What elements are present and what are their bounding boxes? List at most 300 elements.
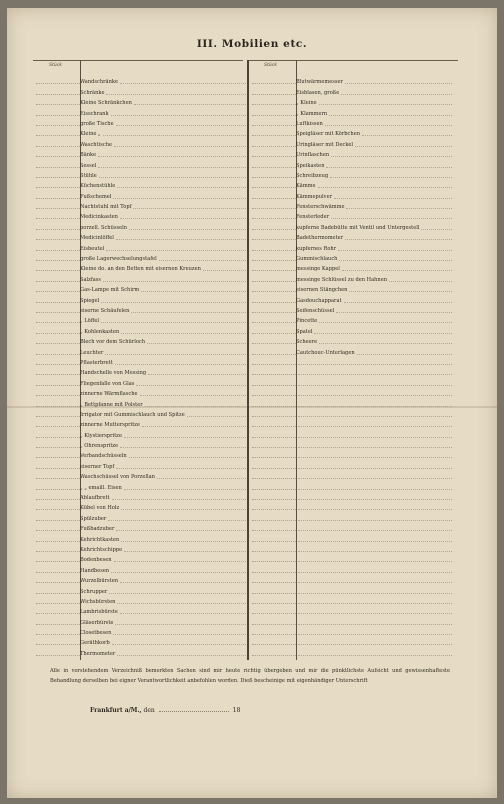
item-label: Eisbeutel [80,245,105,252]
count-field[interactable] [252,477,296,479]
dotted-line [115,364,246,365]
list-item [36,471,246,481]
item-label: Cautchouc-Unterlagen [296,349,355,356]
count-field[interactable] [252,280,296,282]
count-field[interactable] [252,114,296,116]
item-label: Gasdouchapparat [296,297,342,304]
count-field[interactable] [252,290,296,292]
count-field[interactable] [252,82,296,84]
dotted-line [99,177,246,178]
list-item [36,180,246,190]
dotted-line [319,104,452,105]
dotted-line [203,270,246,271]
list-item [36,450,246,460]
list-item [36,232,246,242]
count-field[interactable] [252,353,296,355]
count-field[interactable] [36,238,80,240]
count-field[interactable] [252,134,296,136]
dotted-line [298,541,452,542]
count-field[interactable] [252,540,296,542]
dotted-line [116,468,246,469]
list-item [36,367,246,377]
dotted-line [136,385,246,386]
count-field[interactable] [252,623,296,625]
list-item [252,596,452,606]
dotted-line [112,644,246,645]
dotted-line [330,177,452,178]
list-item [36,294,246,304]
count-field[interactable] [36,456,80,458]
count-field[interactable] [36,550,80,552]
dotted-line [319,343,452,344]
list-item [36,377,246,387]
dotted-line [124,437,246,438]
list-item [252,502,452,512]
count-field[interactable] [36,540,80,542]
item-label: Closetbesen [80,630,112,637]
dotted-line [342,270,452,271]
item-label: Spatel [296,328,313,335]
count-field[interactable] [36,415,80,417]
item-label: Gummischlauch [296,256,338,263]
count-field[interactable] [36,103,80,105]
dotted-line [116,239,246,240]
item-label: Kehrichtkasten [80,536,120,543]
dotted-line [120,83,246,84]
list-item [36,336,246,346]
count-field[interactable] [36,124,80,126]
item-label: Urinflaschen [296,152,330,159]
count-field[interactable] [36,353,80,355]
count-field[interactable] [36,488,80,490]
item-label: Lambrisbürste [80,609,118,616]
count-field[interactable] [252,456,296,458]
count-field[interactable] [252,145,296,147]
count-field[interactable] [36,259,80,261]
dotted-line [298,520,452,521]
dotted-line [105,354,246,355]
count-field[interactable] [36,197,80,199]
dotted-line [124,489,246,490]
item-label: zinnerne Mutterspritze [80,422,140,429]
count-field[interactable] [252,238,296,240]
dotted-line [106,94,246,95]
count-field[interactable] [36,519,80,521]
count-field[interactable] [36,394,80,396]
count-field[interactable] [36,249,80,251]
count-field[interactable] [36,269,80,271]
count-field[interactable] [36,155,80,157]
list-item [252,325,452,335]
dotted-line [116,530,246,531]
dotted-line [142,426,246,427]
list-item [36,357,246,367]
count-field[interactable] [252,228,296,230]
count-field[interactable] [36,633,80,635]
item-label: Eisschrank [80,110,109,117]
dotted-line [318,187,452,188]
item-label: Fußbadzuber [80,526,115,533]
count-field[interactable] [252,436,296,438]
item-label: Spiegel [80,297,100,304]
count-field[interactable] [36,342,80,344]
list-item [252,170,452,180]
count-field[interactable] [252,176,296,178]
right-item-list [252,76,452,658]
count-field[interactable] [252,571,296,573]
count-field[interactable] [36,82,80,84]
count-field[interactable] [36,332,80,334]
count-field[interactable] [252,394,296,396]
count-field[interactable] [36,446,80,448]
list-item [36,263,246,273]
dotted-line [134,104,246,105]
list-item [36,523,246,533]
count-field[interactable] [252,301,296,303]
list-item [36,554,246,564]
dotted-line [341,94,452,95]
item-label: Leuchter [80,349,104,356]
count-field[interactable] [36,207,80,209]
item-label: Fensterleder [296,214,330,221]
list-item [36,544,246,554]
item-label: „ Kohlenkasten [80,328,120,335]
count-field[interactable] [36,166,80,168]
item-label: Küchenstühle [80,183,116,190]
item-label: „ Löffel [80,318,99,325]
list-item [36,118,246,128]
list-item [252,512,452,522]
dotted-line [298,603,452,604]
list-item [252,138,452,148]
count-field[interactable] [36,425,80,427]
list-item [252,221,452,231]
count-field[interactable] [252,363,296,365]
list-item [252,637,452,647]
count-field[interactable] [252,550,296,552]
count-field[interactable] [252,155,296,157]
count-field[interactable] [36,363,80,365]
list-item [252,544,452,554]
count-field[interactable] [36,612,80,614]
list-item [36,128,246,138]
dotted-line [114,561,246,562]
item-label: große Lagerwechselungstafel [80,256,157,263]
list-item [36,606,246,616]
item-label: „ Klystierspritze [80,432,122,439]
count-field[interactable] [252,581,296,583]
item-label: Fensterschwämme [296,204,345,211]
left-item-list [36,76,246,658]
dotted-line [117,655,246,656]
count-field[interactable] [36,436,80,438]
item-label: Schrupper [80,588,108,595]
count-field[interactable] [36,217,80,219]
count-field[interactable] [252,207,296,209]
list-item [252,201,452,211]
dotted-line [111,115,246,116]
count-field[interactable] [252,384,296,386]
count-field[interactable] [36,290,80,292]
count-field[interactable] [252,166,296,168]
item-label: kupferne Badebütte mit Ventil und Untergestell [296,224,420,231]
item-label: „ Ohrenspritze [80,443,119,450]
list-item [252,97,452,107]
list-item [252,190,452,200]
list-item [252,86,452,96]
dotted-line [298,551,452,552]
list-item [252,606,452,616]
list-item [252,460,452,470]
count-field[interactable] [36,176,80,178]
dotted-line [357,354,452,355]
list-item [36,585,246,595]
date-blank[interactable] [159,711,229,712]
list-item [252,481,452,491]
dotted-line [157,478,246,479]
list-item [36,637,246,647]
count-field[interactable] [36,134,80,136]
list-item [252,253,452,263]
count-field[interactable] [252,633,296,635]
dotted-line [345,239,452,240]
count-field[interactable] [252,643,296,645]
dotted-line [109,593,246,594]
item-label: Spülzuber [80,515,107,522]
list-item [252,419,452,429]
item-label: Verbandschüsseln [80,453,127,460]
count-field[interactable] [252,508,296,510]
dotted-line [129,229,246,230]
dotted-line [140,395,246,396]
count-field[interactable] [36,145,80,147]
count-field[interactable] [36,592,80,594]
count-field[interactable] [36,280,80,282]
dotted-line [133,208,246,209]
item-label: Kehrichtschippe [80,546,123,553]
item-label: Bänke [80,152,97,159]
item-label: eiserne Schäufelen [80,307,130,314]
item-label: Badethermometer [296,235,344,242]
count-field[interactable] [252,519,296,521]
dotted-line [298,364,452,365]
dotted-line [120,218,246,219]
dotted-line [421,229,452,230]
sign-den: den [143,707,155,714]
dotted-line [298,447,452,448]
sign-year: 18 [232,707,241,714]
list-item [36,647,246,657]
count-field[interactable] [252,488,296,490]
count-field[interactable] [36,373,80,375]
count-field[interactable] [36,311,80,313]
count-field[interactable] [252,269,296,271]
count-field[interactable] [36,571,80,573]
count-field[interactable] [36,467,80,469]
dotted-line [112,499,246,500]
signature-line [90,707,240,714]
count-field[interactable] [36,321,80,323]
list-item [36,221,246,231]
dotted-line [338,250,452,251]
count-field[interactable] [252,124,296,126]
dotted-line [298,478,452,479]
item-label: Speikasten [296,162,325,169]
list-item [252,450,452,460]
count-field[interactable] [252,186,296,188]
count-field[interactable] [252,249,296,251]
item-label: Fußschemel [80,193,112,200]
count-field[interactable] [36,529,80,531]
count-field[interactable] [36,581,80,583]
list-item [36,388,246,398]
dotted-line [121,509,246,510]
list-item [36,273,246,283]
count-field[interactable] [252,498,296,500]
dotted-line [120,613,246,614]
dotted-line [117,187,246,188]
count-field[interactable] [36,602,80,604]
item-label: Irrigator mit Gummischlauch und Spitze [80,411,185,418]
dotted-line [339,260,452,261]
count-field[interactable] [252,654,296,656]
dotted-line [121,333,246,334]
count-field[interactable] [252,373,296,375]
list-item [252,429,452,439]
dotted-line [113,634,246,635]
dotted-line [344,302,452,303]
dotted-line [298,572,452,573]
item-label: Kleine Schränkchen [80,100,132,107]
dotted-line [298,395,452,396]
dotted-line [124,551,246,552]
count-field[interactable] [252,217,296,219]
list-item [252,523,452,533]
count-field[interactable] [36,93,80,95]
count-field[interactable] [252,425,296,427]
count-field[interactable] [36,384,80,386]
item-label: Stühle [80,172,97,179]
list-item [36,170,246,180]
count-field[interactable] [36,623,80,625]
dotted-line [355,146,452,147]
list-item [252,149,452,159]
item-label: Kämmepulver [296,193,333,200]
item-label: messinge Schlüssel zu den Hahnen [296,276,387,283]
dotted-line [111,572,246,573]
count-field[interactable] [252,560,296,562]
item-label: Wichsbürsten [80,598,116,605]
count-field[interactable] [252,592,296,594]
list-item [36,346,246,356]
dotted-line [298,593,452,594]
list-item [36,107,246,117]
item-label: porzell. Schüsseln [80,224,128,231]
item-label: Sessel [80,162,97,169]
count-field[interactable] [36,186,80,188]
count-field[interactable] [252,93,296,95]
count-field[interactable] [252,405,296,407]
count-field[interactable] [252,467,296,469]
list-item [252,627,452,637]
count-field[interactable] [36,498,80,500]
item-label: kupfernes Rohr [296,245,337,252]
list-item [36,409,246,419]
item-label: Nachtstuhl mit Topf [80,204,132,211]
dotted-line [298,624,452,625]
count-field[interactable] [252,612,296,614]
dotted-line [115,624,246,625]
count-field[interactable] [252,197,296,199]
dotted-line [298,385,452,386]
count-field[interactable] [252,602,296,604]
count-field[interactable] [252,259,296,261]
dotted-line [103,135,246,136]
item-label: „ Kleine [296,100,317,107]
dotted-line [147,343,246,344]
count-field[interactable] [36,643,80,645]
item-label: Handschelle von Messing [80,370,147,377]
item-label: Fliegenfalle von Glas [80,380,135,387]
item-label: Speigläser mit Körbchen [296,131,360,138]
list-item [252,492,452,502]
list-item [36,201,246,211]
count-field[interactable] [36,228,80,230]
item-label: Blutwärmemesser [296,79,343,86]
count-field[interactable] [252,342,296,344]
count-field[interactable] [252,311,296,313]
dotted-line [298,644,452,645]
list-item [252,76,452,86]
item-label: Waschschüssel von Porzellan [80,474,155,481]
count-field[interactable] [252,321,296,323]
dotted-line [103,281,246,282]
list-item [252,564,452,574]
item-label: Scheere [296,339,318,346]
dotted-line [298,416,452,417]
count-field[interactable] [252,415,296,417]
item-label: eiserner Topf [80,463,115,470]
list-item [36,616,246,626]
dotted-line [108,520,246,521]
list-item [252,346,452,356]
count-field[interactable] [36,405,80,407]
count-field[interactable] [36,301,80,303]
count-field[interactable] [36,654,80,656]
list-item [36,512,246,522]
count-field[interactable] [36,477,80,479]
item-label: Seifenschüssel [296,307,335,314]
count-field[interactable] [252,332,296,334]
list-item [252,107,452,117]
count-field[interactable] [36,114,80,116]
count-field[interactable] [252,529,296,531]
list-item [36,305,246,315]
list-item [252,585,452,595]
dotted-line [148,374,246,375]
item-label: Gläserbürste [80,619,114,626]
count-field[interactable] [36,560,80,562]
list-item [252,616,452,626]
dotted-line [362,135,452,136]
count-field[interactable] [252,446,296,448]
list-item [252,128,452,138]
dotted-line [116,125,246,126]
list-item [252,647,452,657]
count-field[interactable] [36,508,80,510]
count-field[interactable] [252,103,296,105]
right-stueck-label: Stück [264,63,278,68]
